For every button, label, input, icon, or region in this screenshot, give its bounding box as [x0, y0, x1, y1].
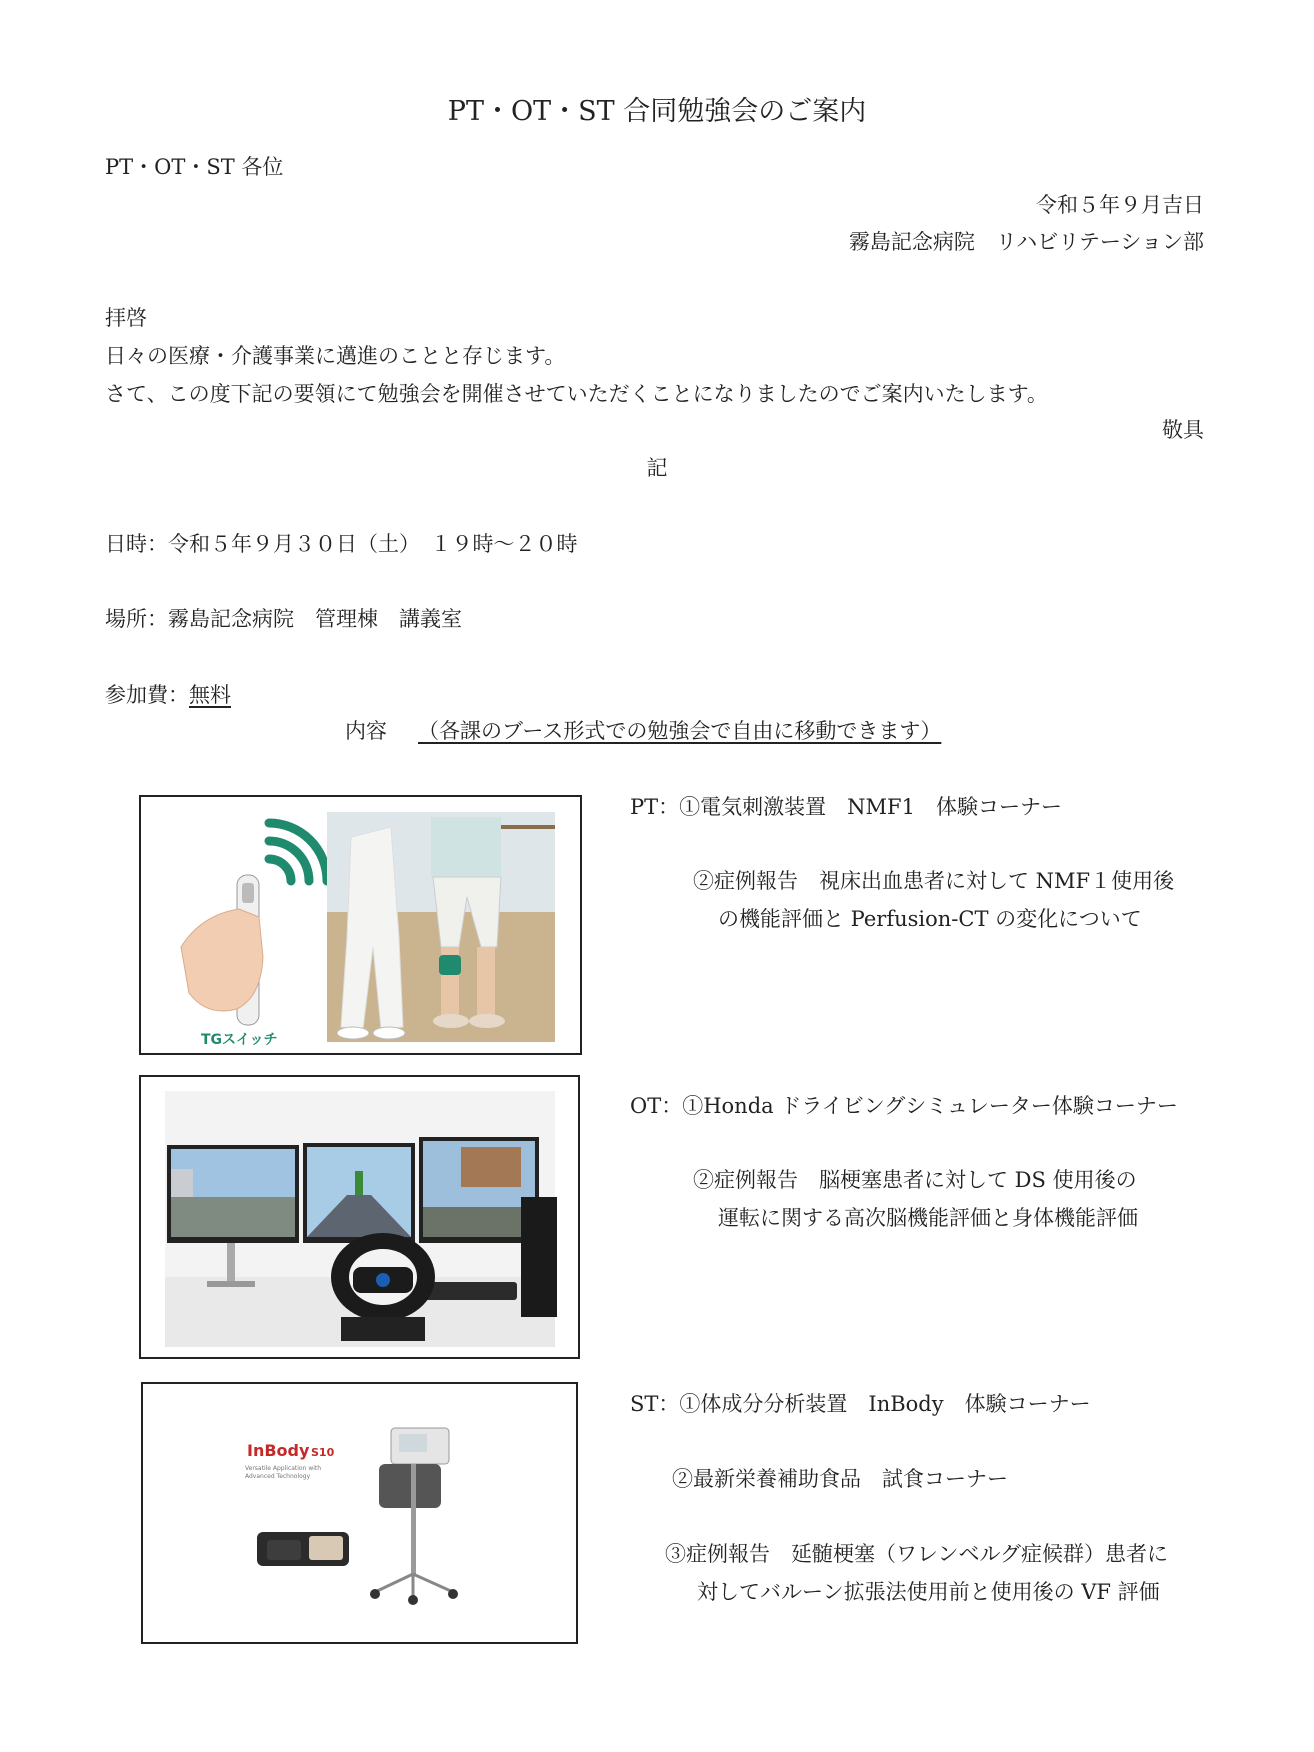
content-label: 内容 — [345, 719, 387, 743]
fee-value: 無料 — [189, 683, 231, 707]
addressee: PT・OT・ST 各位 — [105, 155, 284, 179]
st-image — [141, 1382, 578, 1644]
event-fee — [105, 683, 231, 708]
event-datetime: 日時：令和５年９月３０日（土） １９時～２０時 — [105, 532, 578, 556]
pt-item-2-line-1: ②症例報告 視床出血患者に対して NMF１使用後 — [693, 869, 1175, 893]
inbody-model: S10 — [311, 1446, 335, 1459]
pt-item-1: PT：①電気刺激装置 NMF1 体験コーナー — [630, 795, 1062, 819]
steering-wheel — [331, 1233, 435, 1341]
pt-image — [139, 795, 582, 1055]
body-line-1: 日々の医療・介護事業に邁進のことと存じます。 — [105, 344, 566, 368]
st-item-3-line-2: 対してバルーン拡張法使用前と使用後の VF 評価 — [697, 1580, 1160, 1604]
st-item-3-line-1: ③症例報告 延髄梗塞（ワレンベルグ症候群）患者に — [665, 1542, 1169, 1566]
issue-date: 令和５年９月吉日 — [1036, 193, 1204, 217]
inbody-tagline-1: Versatile Application with — [245, 1465, 322, 1472]
monitor-center — [303, 1143, 415, 1243]
inbody-brand: InBody — [247, 1441, 310, 1460]
inbody-pads — [257, 1532, 349, 1566]
ot-item-2-line-1: ②症例報告 脳梗塞患者に対して DS 使用後の — [693, 1168, 1137, 1192]
st-item-2: ②最新栄養補助食品 試食コーナー — [672, 1467, 1008, 1491]
tg-switch-caption: TGスイッチ — [201, 1032, 278, 1048]
body-line-2: さて、この度下記の要領にて勉強会を開催させていただくことになりましたのでご案内いたします。 — [105, 382, 1048, 406]
document-title: PT・OT・ST 合同勉強会のご案内 — [447, 96, 867, 127]
ki-heading: 記 — [646, 456, 668, 480]
event-place: 場所：霧島記念病院 管理棟 講義室 — [105, 607, 462, 631]
fee-label: 参加費： — [105, 683, 189, 707]
ot-item-1: OT：①Honda ドライビングシミュレーター体験コーナー — [630, 1094, 1178, 1118]
inbody-tagline-2: Advanced Technology — [245, 1473, 311, 1480]
monitor-left — [167, 1145, 299, 1243]
content-note: （各課のブース形式での勉強会で自由に移動できます） — [418, 719, 942, 743]
pt-item-2-line-2: の機能評価と Perfusion-CT の変化について — [718, 907, 1142, 931]
ot-item-2-line-2: 運転に関する高次脳機能評価と身体機能評価 — [718, 1206, 1138, 1230]
ot-image — [139, 1075, 580, 1359]
sender: 霧島記念病院 リハビリテーション部 — [848, 230, 1204, 254]
greeting-open: 拝啓 — [105, 306, 147, 330]
st-item-1: ST：①体成分分析装置 InBody 体験コーナー — [630, 1392, 1091, 1416]
greeting-close: 敬具 — [1162, 418, 1204, 442]
